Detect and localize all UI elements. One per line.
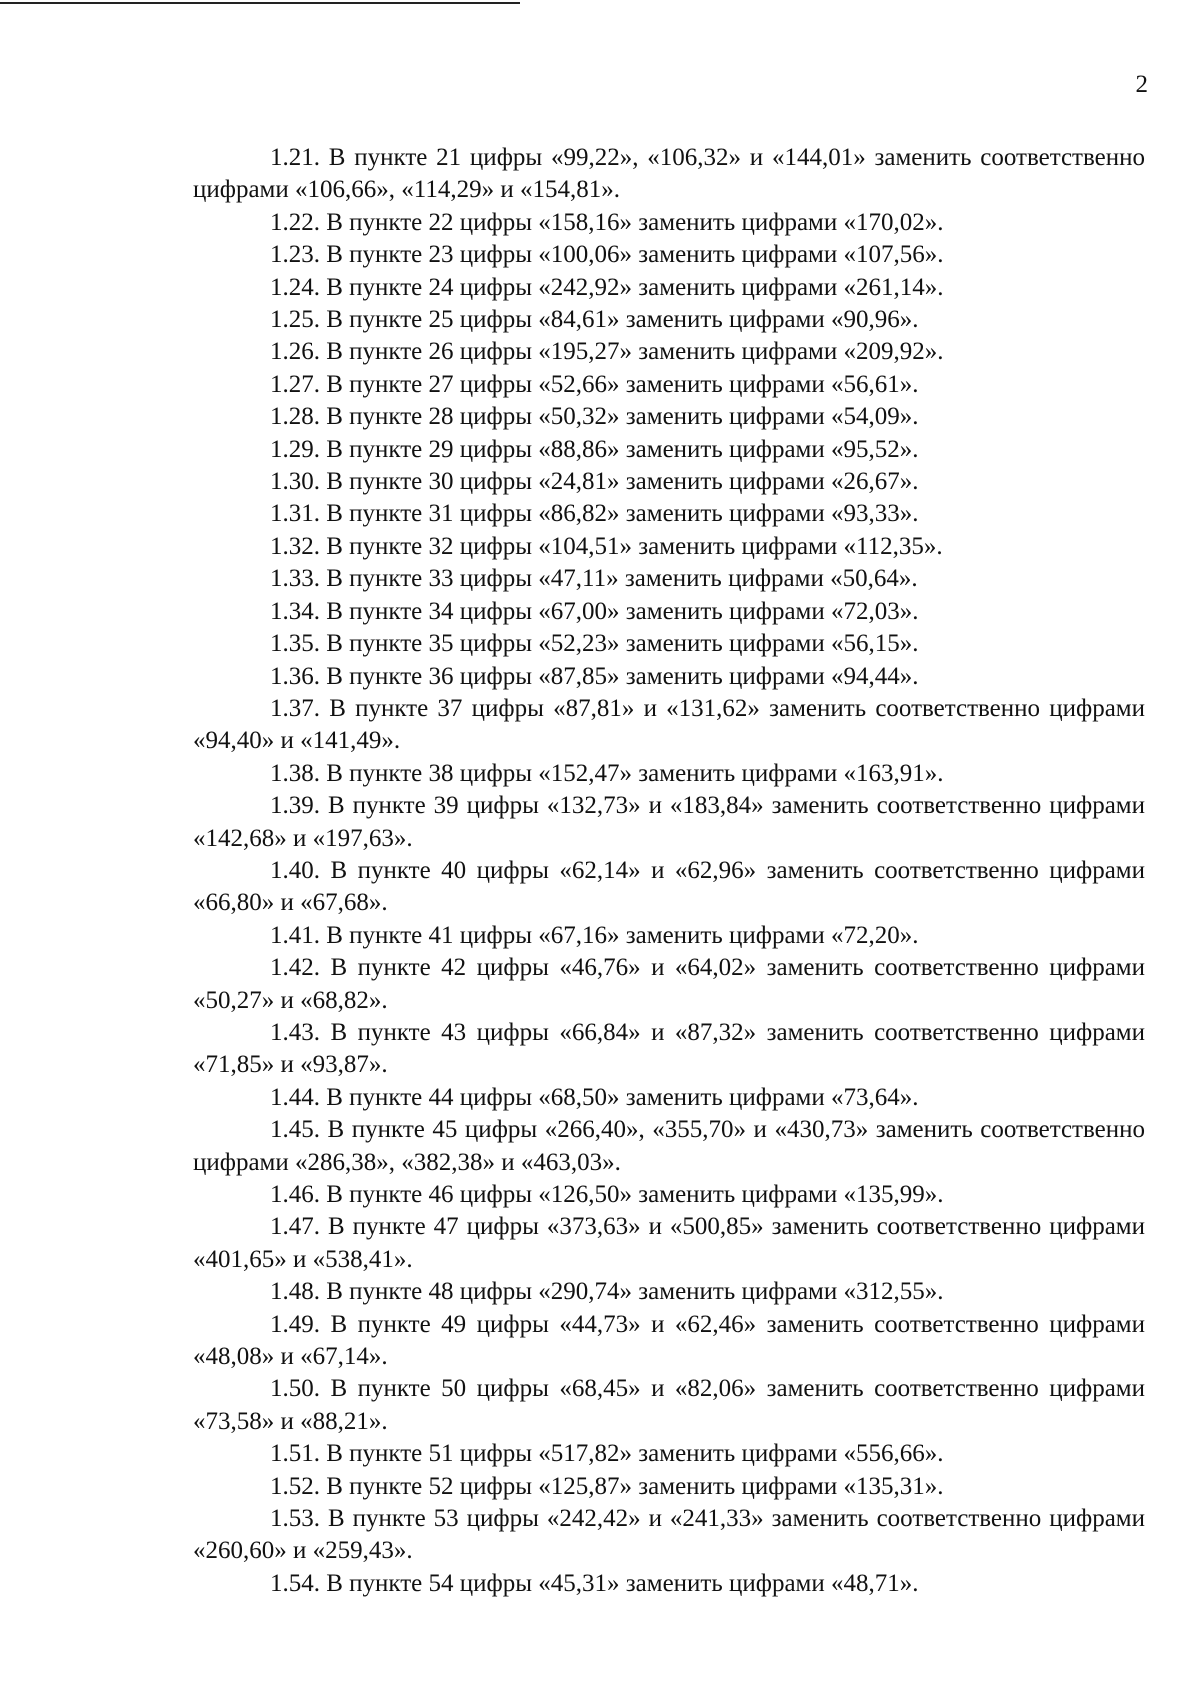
amendment-paragraph: 1.43. В пункте 43 цифры «66,84» и «87,32» заменить соответственно цифрами «71,85» и «93,87».	[193, 1018, 1145, 1079]
amendment-paragraph: 1.37. В пункте 37 цифры «87,81» и «131,62» заменить соответственно цифрами «94,40» и «141,49».	[193, 694, 1145, 755]
top-border-line	[0, 2, 520, 4]
amendment-paragraph: 1.24. В пункте 24 цифры «242,92» заменить цифрами «261,14».	[270, 273, 944, 301]
amendment-paragraph: 1.52. В пункте 52 цифры «125,87» заменить цифрами «135,31».	[270, 1472, 944, 1500]
amendment-paragraph: 1.33. В пункте 33 цифры «47,11» заменить цифрами «50,64».	[270, 565, 918, 593]
document-body	[193, 142, 1145, 1600]
amendment-paragraph: 1.22. В пункте 22 цифры «158,16» заменить цифрами «170,02».	[270, 208, 944, 236]
amendment-paragraph: 1.29. В пункте 29 цифры «88,86» заменить цифрами «95,52».	[270, 435, 919, 463]
amendment-paragraph: 1.38. В пункте 38 цифры «152,47» заменить цифрами «163,91».	[270, 759, 944, 787]
amendment-paragraph: 1.21. В пункте 21 цифры «99,22», «106,32» и «144,01» заменить соответственно цифрами «106,66», «114,29» и «154,81».	[193, 144, 1145, 204]
amendment-paragraph: 1.48. В пункте 48 цифры «290,74» заменить цифрами «312,55».	[270, 1278, 944, 1306]
amendment-paragraph: 1.47. В пункте 47 цифры «373,63» и «500,85» заменить соответственно цифрами «401,65» и «538,41».	[193, 1213, 1145, 1273]
amendment-paragraph: 1.45. В пункте 45 цифры «266,40», «355,70» и «430,73» заменить соответственно цифрами «286,38», «382,38» и «463,03».	[193, 1116, 1145, 1176]
amendment-paragraph: 1.27. В пункте 27 цифры «52,66» заменить цифрами «56,61».	[270, 370, 919, 398]
amendment-paragraph: 1.44. В пункте 44 цифры «68,50» заменить цифрами «73,64».	[270, 1083, 919, 1111]
amendment-paragraph: 1.26. В пункте 26 цифры «195,27» заменить цифрами «209,92».	[270, 338, 944, 366]
amendment-paragraph: 1.49. В пункте 49 цифры «44,73» и «62,46» заменить соответственно цифрами «48,08» и «67,14».	[193, 1310, 1145, 1371]
amendment-paragraph: 1.54. В пункте 54 цифры «45,31» заменить цифрами «48,71».	[270, 1569, 919, 1597]
amendment-paragraph: 1.36. В пункте 36 цифры «87,85» заменить цифрами «94,44».	[270, 662, 919, 690]
amendment-paragraph: 1.42. В пункте 42 цифры «46,76» и «64,02» заменить соответственно цифрами «50,27» и «68,82».	[193, 954, 1145, 1014]
amendment-paragraph: 1.39. В пункте 39 цифры «132,73» и «183,84» заменить соответственно цифрами «142,68» и «197,63».	[193, 792, 1145, 852]
amendment-paragraph: 1.46. В пункте 46 цифры «126,50» заменить цифрами «135,99».	[270, 1181, 944, 1208]
amendment-paragraph: 1.30. В пункте 30 цифры «24,81» заменить цифрами «26,67».	[270, 468, 919, 496]
amendment-paragraph: 1.28. В пункте 28 цифры «50,32» заменить цифрами «54,09».	[270, 403, 919, 431]
amendment-paragraph: 1.23. В пункте 23 цифры «100,06» заменить цифрами «107,56».	[270, 241, 944, 269]
amendment-paragraph: 1.51. В пункте 51 цифры «517,82» заменить цифрами «556,66».	[270, 1440, 944, 1468]
amendment-paragraph: 1.34. В пункте 34 цифры «67,00» заменить цифрами «72,03».	[270, 597, 919, 625]
amendment-paragraph: 1.25. В пункте 25 цифры «84,61» заменить цифрами «90,96».	[270, 306, 919, 334]
amendment-paragraph: 1.41. В пункте 41 цифры «67,16» заменить цифрами «72,20».	[270, 921, 919, 949]
amendment-paragraph: 1.50. В пункте 50 цифры «68,45» и «82,06» заменить соответственно цифрами «73,58» и «88,21».	[193, 1375, 1145, 1435]
amendment-paragraph: 1.40. В пункте 40 цифры «62,14» и «62,96» заменить соответственно цифрами «66,80» и «67,68».	[193, 856, 1145, 917]
amendment-paragraph: 1.53. В пункте 53 цифры «242,42» и «241,33» заменить соответственно цифрами «260,60» и «259,43».	[193, 1505, 1145, 1565]
amendment-paragraph: 1.35. В пункте 35 цифры «52,23» заменить цифрами «56,15».	[270, 630, 919, 658]
page-number: 2	[1135, 71, 1148, 98]
amendment-paragraph: 1.31. В пункте 31 цифры «86,82» заменить цифрами «93,33».	[270, 500, 919, 528]
amendment-paragraph: 1.32. В пункте 32 цифры «104,51» заменить цифрами «112,35».	[270, 532, 943, 560]
